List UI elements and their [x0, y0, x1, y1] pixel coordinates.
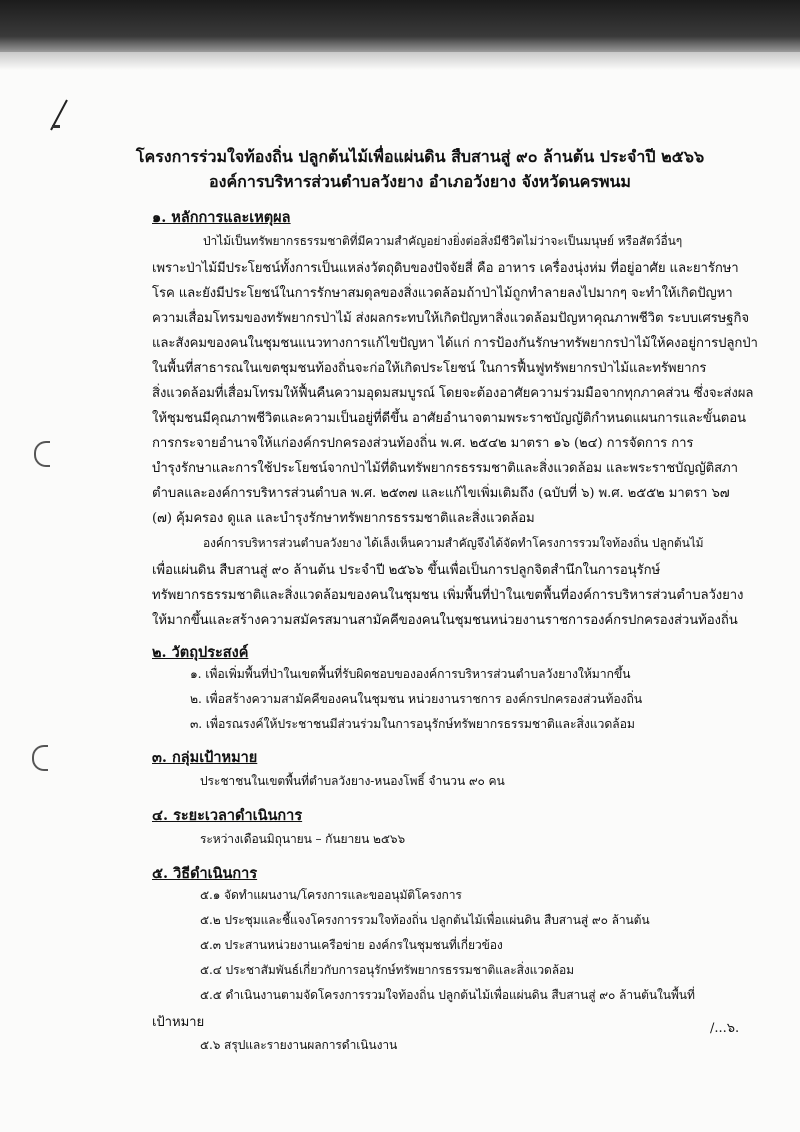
punch-hole-bottom [32, 745, 48, 771]
objective-item: ๑. เพื่อเพิ่มพื้นที่ป่าในเขตพื้นที่รับผิดชอบขององค์การบริหารส่วนตำบลวังยางให้มากขึ้น [190, 667, 631, 681]
document-title-line1: โครงการร่วมใจท้องถิ่น ปลูกต้นไม้เพื่อแผ่นดิน สืบสานสู่ ๙๐ ล้านต้น ประจำปี ๒๕๖๖ [135, 147, 705, 166]
section1-para2-line: องค์การบริหารส่วนตำบลวังยาง ได้เล็งเห็นความสำคัญจึงได้จัดทำโครงการรวมใจท้องถิ่น ปลูกต้นไม้ [203, 536, 704, 550]
method-item: ๕.๖ สรุปและรายงานผลการดำเนินงาน [200, 1038, 398, 1052]
method-item: ๕.๕ ดำเนินงานตามจัดโครงการรวมใจท้องถิ่น ปลูกต้นไม้เพื่อแผ่นดิน สืบสานสู่ ๙๐ ล้านต้นในพื้นที่ [200, 988, 695, 1002]
section1-line: ตำบลและองค์การบริหารส่วนตำบล พ.ศ. ๒๕๓๗ และแก้ไขเพิ่มเติมถึง (ฉบับที่ ๖) พ.ศ. ๒๕๕๒ มาตรา ๖๗ [152, 486, 730, 501]
section1-para2-line: ให้มากขึ้นและสร้างความสมัครสมานสามัคคีของคนในชุมชนหน่วยงานราชการองค์กรปกครองส่วนท้องถิ่น [152, 613, 738, 628]
scan-top-band [0, 0, 800, 52]
section5-heading: ๕. วิธีดำเนินการ [152, 865, 258, 882]
objective-item: ๓. เพื่อรณรงค์ให้ประชาชนมีส่วนร่วมในการอนุรักษ์ทรัพยากรธรรมชาติและสิ่งแวดล้อม [190, 717, 635, 731]
section1-line: ในพื้นที่สาธารณในเขตชุมชนท้องถิ่นจะก่อให้เกิดประโยชน์ ในการฟื้นฟูทรัพยากรป่าไม้และทรัพยากร [152, 361, 707, 376]
section1-line: ความเสื่อมโทรมของทรัพยากรป่าไม้ ส่งผลกระทบให้เกิดปัญหาสิ่งแวดล้อมปัญหาคุณภาพชีวิต ระบบเศรษฐกิจ [152, 311, 749, 326]
section3-heading: ๓. กลุ่มเป้าหมาย [152, 749, 258, 766]
method-item: ๕.๔ ประชาสัมพันธ์เกี่ยวกับการอนุรักษ์ทรัพยากรธรรมชาติและสิ่งแวดล้อม [200, 963, 575, 977]
punch-hole-top [34, 441, 50, 467]
page-continuation-marker: /...๖. [710, 1021, 740, 1036]
section1-line: (๗) คุ้มครอง ดูแล และบำรุงรักษาทรัพยากรธรรมชาติและสิ่งแวดล้อม [152, 511, 535, 526]
section1-heading: ๑. หลักการและเหตุผล [152, 209, 291, 226]
method-item: ๕.๒ ประชุมและชี้แจงโครงการรวมใจท้องถิ่น ปลูกต้นไม้เพื่อแผ่นดิน สืบสานสู่ ๙๐ ล้านต้น [200, 913, 650, 927]
section1-line: เพราะป่าไม้มีประโยชน์ทั้งการเป็นแหล่งวัตถุดิบของปัจจัยสี่ คือ อาหาร เครื่องนุ่งห่ม ที่อยู่อาศัย และยารักษา [152, 261, 739, 276]
section1-line: บำรุงรักษาและการใช้ประโยชน์จากป่าไม้ที่ดินทรัพยากรธรรมชาติและสิ่งแวดล้อม และพระราชบัญญัติสภา [152, 461, 738, 476]
section1-para2-line: เพื่อแผ่นดิน สืบสานสู่ ๙๐ ล้านต้น ประจำปี ๒๕๖๖ ขึ้นเพื่อเป็นการปลูกจิตสำนึกในการอนุรักษ์ [152, 563, 661, 578]
section1-line: สิ่งแวดล้อมที่เสื่อมโทรมให้ฟื้นคืนความอุดมสมบูรณ์ โดยจะต้องอาศัยความร่วมมือจากทุกภาคส่วน ซึ่งจะส่งผล [152, 386, 754, 401]
objective-item: ๒. เพื่อสร้างความสามัคคีของคนในชุมชน หน่วยงานราชการ องค์กรปกครองส่วนท้องถิ่น [190, 692, 643, 706]
document-title-line2: องค์การบริหารส่วนตำบลวังยาง อำเภอวังยาง จังหวัดนครพนม [209, 172, 631, 191]
pen-dot [52, 125, 60, 128]
section1-line: ป่าไม้เป็นทรัพยากรธรรมชาติที่มีความสำคัญอย่างยิ่งต่อสิ่งมีชีวิตไม่ว่าจะเป็นมนุษย์ หรือสัตว์อื่นๆ [203, 234, 683, 248]
section1-para2-line: ทรัพยากรธรรมชาติและสิ่งแวดล้อมของคนในชุมชน เพิ่มพื้นที่ป่าในเขตพื้นที่องค์การบริหารส่วนตำบลวังยาง [152, 588, 744, 603]
section4-heading: ๔. ระยะเวลาดำเนินการ [152, 807, 303, 824]
duration-text: ระหว่างเดือนมิถุนายน – กันยายน ๒๕๖๖ [200, 832, 406, 846]
section1-line: และสังคมของคนในชุมชนแนวทางการแก้ไขปัญหา ได้แก่ การป้องกันรักษาทรัพยากรป่าไม้ให้คงอยู่การปลูกป่า [152, 336, 758, 351]
method-item-continuation: เป้าหมาย [152, 1015, 205, 1030]
section1-line: โรค และยังมีประโยชน์ในการรักษาสมดุลของสิ่งแวดล้อมถ้าป่าไม้ถูกทำลายลงไปมากๆ จะทำให้เกิดปัญหา [152, 286, 733, 301]
scan-shadow [0, 52, 800, 70]
method-item: ๕.๓ ประสานหน่วยงานเครือข่าย องค์กรในชุมชนที่เกี่ยวข้อง [200, 938, 503, 952]
target-group-text: ประชาชนในเขตพื้นที่ตำบลวังยาง-หนองโพธิ์ จำนวน ๙๐ คน [200, 774, 505, 788]
section1-line: การกระจายอำนาจให้แก่องค์กรปกครองส่วนท้องถิ่น พ.ศ. ๒๕๔๒ มาตรา ๑๖ (๒๔) การจัดการ การ [152, 436, 694, 451]
section2-heading: ๒. วัตถุประสงค์ [152, 644, 249, 661]
section1-line: ให้ชุมชนมีคุณภาพชีวิตและความเป็นอยู่ที่ดีขึ้น อาศัยอำนาจตามพระราชบัญญัติกำหนดแผนการและขั้นตอน [152, 411, 746, 426]
method-item: ๕.๑ จัดทำแผนงาน/โครงการและขออนุมัติโครงการ [200, 888, 462, 902]
